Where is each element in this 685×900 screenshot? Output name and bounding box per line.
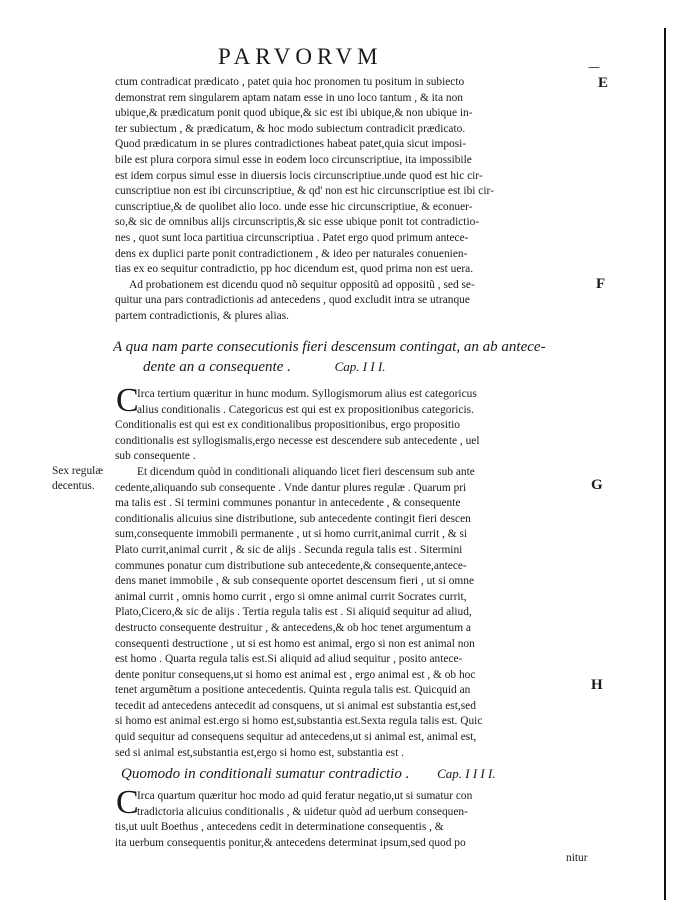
margin-marker-e: E — [598, 75, 609, 91]
marginal-note-line1: Sex regulæ — [52, 465, 103, 477]
text-line: animal currit , omnis homo currit , ergo si omne animal currit Socrates currit, — [115, 590, 467, 603]
top-paragraph — [115, 75, 593, 325]
bottom-paragraph — [115, 789, 593, 851]
marginal-note — [52, 464, 103, 494]
chapter-heading-3 — [113, 337, 599, 377]
text-line: nes , quot sunt loca partitiua circunscriptiua . Patet ergo quod primum antece- — [115, 231, 469, 244]
text-line: so,& sic de omnibus alijs circunscriptis,& sic esse ubique ponit tot contradictio- — [115, 216, 480, 229]
header-dash: — — [588, 60, 600, 74]
text-line: consequenti destructione , ut si est homo est animal, ergo si non est animal non — [115, 637, 475, 650]
heading-text: Quomodo in conditionali sumatur contradictio . — [121, 766, 410, 782]
chapter-heading-4 — [113, 764, 599, 784]
text-line: Conditionalis est qui est ex conditionalibus propositionibus, ergo propositio — [115, 419, 460, 432]
text-line: Irca tertium quæritur in hunc modum. Syllogismorum alius est categoricus — [137, 388, 477, 400]
text-line: cedente,aliquando sub consequente . Vnde dantur plures regulæ . Quarum pri — [115, 481, 467, 494]
text-line: Plato,Cicero,& sic de alijs . Tertia regula talis est . Si aliquid sequitur ad aliud, — [115, 606, 472, 619]
text-line: tias ex eo sequitur contradictio, pp hoc dicendum est, quod prima non est uera. — [115, 263, 474, 276]
text-line: ubique,& prædicatum ponit quod ubique,& sic est ibi ubique,& non ubique in- — [115, 107, 473, 120]
text-line: Ad probationem est dicendu quod nõ sequitur oppositũ ad oppositũ , sed se- — [129, 278, 475, 291]
text-line: partem contradictionis, & plures alias. — [115, 309, 289, 322]
text-line: si homo est animal est.ergo si homo est,substantia est.Sexta regula talis est. Quic — [115, 715, 483, 728]
text-line: ita uerbum consequentis ponitur,& antecedens determinat ipsum,sed quod po — [115, 836, 466, 849]
middle-paragraph — [115, 387, 593, 761]
text-line: destructo consequente destruitur , & antecedens,& ob hoc tenet argumentum a — [115, 621, 471, 634]
text-line: bile est plura corpora simul esse in eodem loco circunscriptiue, ita impossibile — [115, 153, 472, 166]
text-line: conditionalis est syllogismalis,ergo necesse est descendere sub antecedente , uel — [115, 434, 480, 447]
heading-line — [113, 357, 599, 377]
text-line: ma talis est . Si termini communes ponantur in antecedente , & consequente — [115, 497, 461, 510]
margin-marker-h: H — [591, 677, 603, 693]
text-line: dens manet immobile , & sub consequente oportet descensum fieri , ut si omne — [115, 575, 475, 588]
running-head: PARVORVM — [218, 44, 383, 69]
text-line: alius conditionalis . Categoricus est qui est ex propositionibus categoricis. — [137, 403, 474, 416]
text-line: tis,ut uult Boethus , antecedens cedit in determinatione consequentis , & — [115, 821, 444, 834]
text-line: Et dicendum quòd in conditionali aliquando licet fieri descensum sub ante — [137, 465, 475, 478]
text-line: tradictoria alicuius conditionalis , & uidetur quòd ad uerbum consequen- — [137, 805, 468, 818]
drop-cap: C — [116, 784, 139, 821]
text-line: cunscriptiue,& de quolibet alio loco. unde esse hic circunscriptiue, & econuer- — [115, 200, 473, 213]
text-line: communes ponatur cum distributione sub antecedente,& consequente,antece- — [115, 559, 467, 572]
text-line: Irca quartum quæritur hoc modo ad quid feratur negatio,ut si sumatur con — [137, 790, 473, 802]
text-line: dens ex duplici parte ponit contradictionem , & ideo per naturales conuenien- — [115, 247, 468, 260]
text-line: tenet argumẽtum a positione antecedentis. Quinta regula talis est. Quicquid an — [115, 684, 471, 697]
margin-marker-f: F — [596, 276, 606, 292]
text-line: Plato currit,animal currit , & sic de alijs . Secunda regula talis est . Sitermini — [115, 543, 463, 556]
heading-line: A qua nam parte consecutionis fieri descensum contingat, an ab antece- — [113, 339, 546, 355]
margin-marker-g: G — [591, 477, 603, 493]
text-line: demonstrat rem singularem aptam natam esse in uno loco tantum , & ita non — [115, 91, 463, 104]
text-line: sum,consequente immobili permanente , ut si homo currit,animal currit , & si — [115, 528, 468, 541]
text-line: dente ponitur consequens,ut si homo est animal est , ergo animal est , & ob hoc — [115, 668, 476, 681]
drop-cap: C — [116, 382, 139, 419]
text-line: sed si animal est,substantia est,ergo si homo est, substantia est . — [115, 746, 404, 759]
marginal-note-line2: decentus. — [52, 480, 95, 492]
text-line: ter subiectum , & prædicatum, & hoc modo subiectum contradicit prædicato. — [115, 122, 466, 135]
chapter-number: Cap. I I I. — [334, 359, 386, 374]
heading-text: dente an a consequente . — [143, 359, 291, 375]
text-line: conditionalis alicuius sine distributione, sub antecedente contingit fieri descen — [115, 512, 471, 525]
text-line: Quod prædicatum in se plures contradictiones habeat patet,quia sicut imposi- — [115, 138, 467, 151]
catchword: nitur — [566, 852, 588, 864]
text-line: sub consequente . — [115, 450, 196, 463]
text-line: est homo . Quarta regula talis est.Si aliquid ad aliud sequitur , posito antece- — [115, 653, 463, 666]
text-line: tecedit ad antecedens antecedit ad consquens, ut si animal est substantia est,sed — [115, 699, 476, 712]
chapter-number: Cap. I I I I. — [437, 766, 496, 781]
heading-line — [113, 764, 599, 784]
text-line: cunscriptiue non est ibi circunscriptiue, & qd' non est hic circunscriptiue est ibi cir- — [115, 185, 494, 198]
text-line: ctum contradicat prædicato , patet quia hoc pronomen tu positum in subiecto — [115, 76, 465, 88]
page-edge-rule — [664, 28, 666, 900]
text-line: est idem corpus simul esse in diuersis locis circunscriptiue.unde quod est hic cir- — [115, 169, 483, 182]
text-line: quitur una pars contradictionis ad antecedens , quod excludit intra se utranque — [115, 294, 470, 307]
text-line: quid sequitur ad consequens sequitur ad antecedens,ut si animal est, animal est, — [115, 731, 477, 744]
